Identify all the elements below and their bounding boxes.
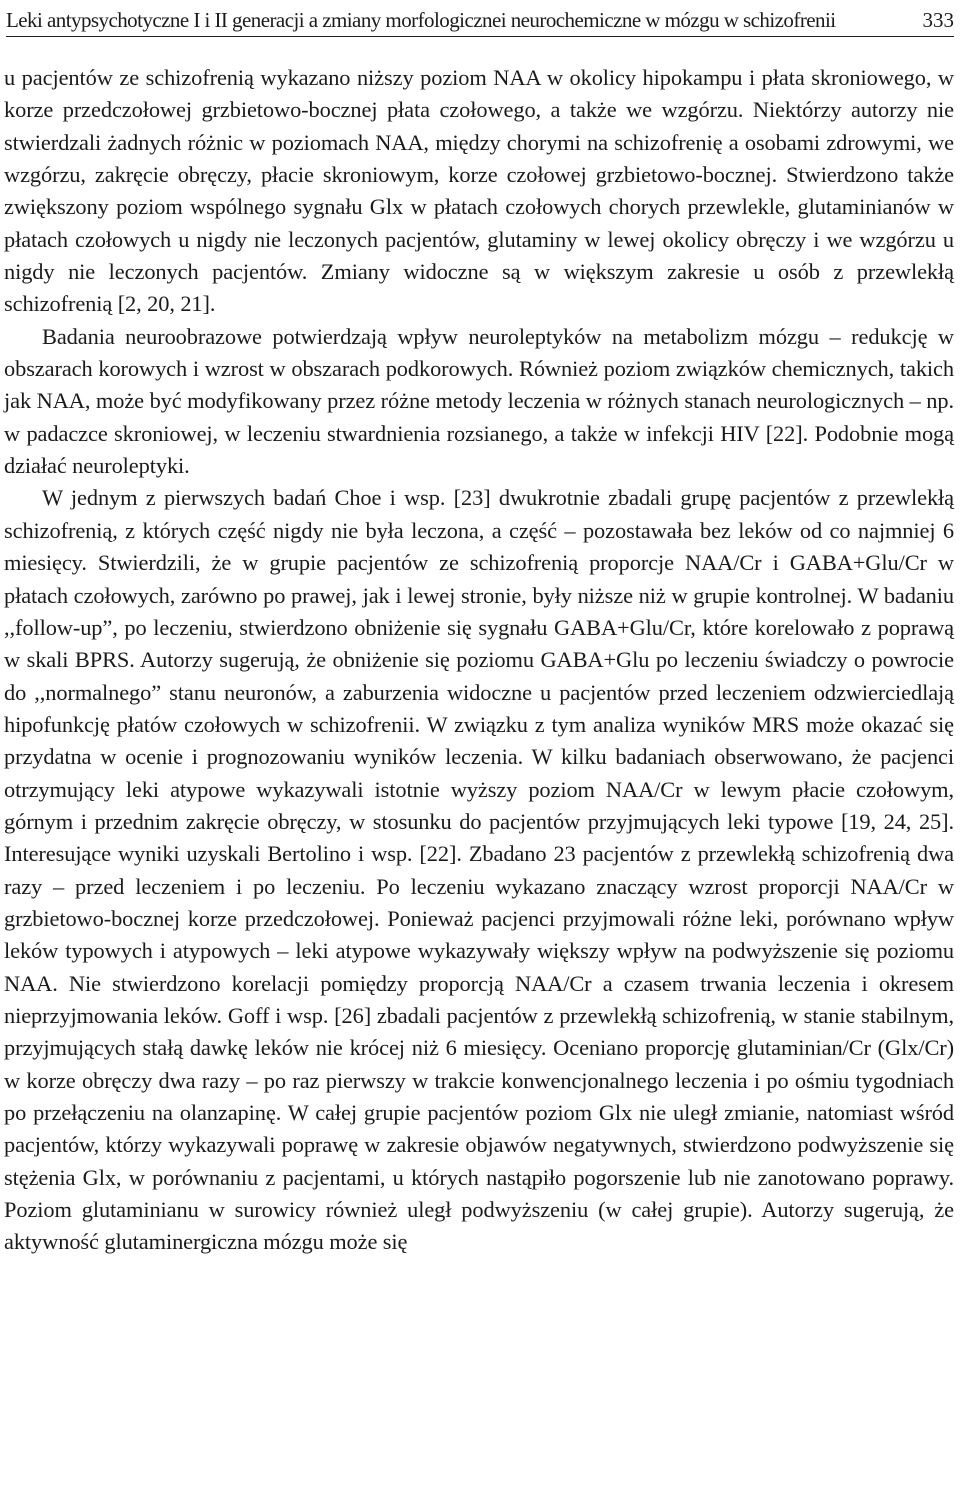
paragraph-naa-findings: u pacjentów ze schizofrenią wykazano niższy poziom NAA w okolicy hipokampu i płata skroniowego, w korze przedczołowej grzbietowo-bocznej płata czołowego, a także we wzgórzu. Niektórzy autorzy nie stwierdzali żadnych różnic w poziomach NAA, między chorymi na schizofrenię a osobami zdrowymi, we wzgórzu, zakręcie obręczy, płacie skroniowym, korze czołowej grzbietowo-bocznej. Stwierdzono także zwiększony poziom wspólnego sygnału Glx w płatach czołowych chorych przewlekle, glutaminianów w płatach czołowych u nigdy nie leczonych pacjentów, glutaminy w lewej okolicy obręczy i we wzgórzu u nigdy nie leczonych pacjentów. Zmiany widoczne są w większym zakresie u osób z przewlekłą schizofrenią [2, 20, 21]. bbox=[4, 65, 954, 317]
article-body bbox=[4, 62, 954, 1259]
running-header-title: Leki antypsychotyczne I i II generacji a zmiany morfologicznei neurochemiczne w mózgu w schizofrenii bbox=[6, 8, 836, 32]
running-header bbox=[6, 4, 954, 37]
page-number: 333 bbox=[922, 8, 954, 32]
paragraph-treatment-studies: W jednym z pierwszych badań Choe i wsp. [23] dwukrotnie zbadali grupę pacjentów z przewlekłą schizofrenią, z których część nigdy nie była leczona, a część – pozostawała bez leków od co najmniej 6 miesięcy. Stwierdzili, że w grupie pacjentów ze schizofrenią proporcje NAA/Cr i GABA+Glu/Cr w płatach czołowych, zarówno po prawej, jak i lewej stronie, były niższe niż w grupie kontrolnej. W badaniu ,,follow-up”, po leczeniu, stwierdzono obniżenie się sygnału GABA+Glu/Cr, które korelowało z poprawą w skali BPRS. Autorzy sugerują, że obniżenie się poziomu GABA+Glu po leczeniu świadczy o powrocie do ,,normalnego” stanu neuronów, a zaburzenia widoczne u pacjentów przed leczeniem odzwierciedlają hipofunkcję płatów czołowych w schizofrenii. W związku z tym analiza wyników MRS może okazać się przydatna w ocenie i prognozowaniu wyników leczenia. W kilku badaniach obserwowano, że pacjenci otrzymujący leki atypowe wykazywali istotnie wyższy poziom NAA/Cr w lewym płacie czołowym, górnym i przednim zakręcie obręczy, w stosunku do pacjentów przyjmujących leki typowe [19, 24, 25]. Interesujące wyniki uzyskali Bertolino i wsp. [22]. Zbadano 23 pacjentów z przewlekłą schizofrenią dwa razy – przed leczeniem i po leczeniu. Po leczeniu wykazano znaczący wzrost proporcji NAA/Cr w grzbietowo-bocznej korze przedczołowej. Ponieważ pacjenci przyjmowali różne leki, porównano wpływ leków typowych i atypowych – leki atypowe wykazywały większy wpływ na podwyższenie się poziomu NAA. Nie stwierdzono korelacji pomiędzy proporcją NAA/Cr a czasem trwania leczenia i okresem nieprzyjmowania leków. Goff i wsp. [26] zbadali pacjentów z przewlekłą schizofrenią, w stanie stabilnym, przyjmujących stałą dawkę leków nie krócej niż 6 miesięcy. Oceniano proporcję glutaminian/Cr (Glx/Cr) w korze obręczy dwa razy – po raz pierwszy w trakcie konwencjonalnego leczenia i po ośmiu tygodniach po przełączeniu na olanzapinę. W całej grupie pacjentów poziom Glx nie uległ zmianie, natomiast wśród pacjentów, którzy wykazywali poprawę w zakresie objawów negatywnych, stwierdzono podwyższenie się stężenia Glx, w porównaniu z pacjentami, u których nastąpiło pogorszenie lub nie zanotowano poprawy. Poziom glutaminianu w surowicy również uległ podwyższeniu (w całej grupie). Autorzy sugerują, że aktywność glutaminergiczna mózgu może się bbox=[4, 485, 954, 1255]
paragraph-neuroimaging: Badania neuroobrazowe potwierdzają wpływ neuroleptyków na metabolizm mózgu – redukcję w obszarach korowych i wzrost w obszarach podkorowych. Również poziom związków chemicznych, takich jak NAA, może być modyfikowany przez różne metody leczenia w różnych stanach neurologicznych – np. w padaczce skroniowej, w leczeniu stwardnienia rozsianego, a także w infekcji HIV [22]. Podobnie mogą działać neuroleptyki. bbox=[4, 323, 954, 479]
